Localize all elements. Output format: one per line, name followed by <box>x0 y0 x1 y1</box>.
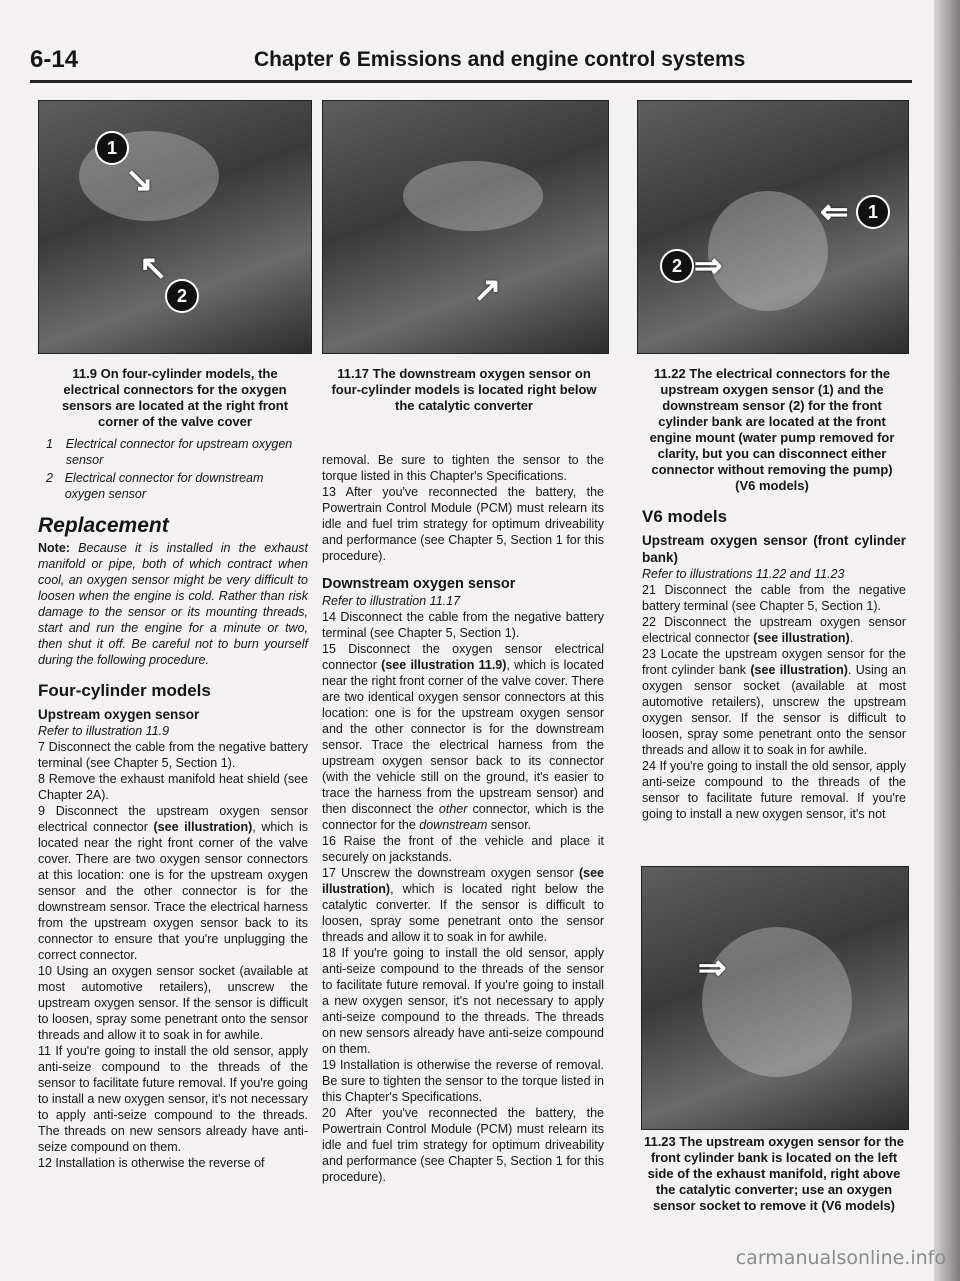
paragraph: 8 Remove the exhaust manifold heat shield (see Chapter 2A). <box>38 772 308 802</box>
paragraph: 14 Disconnect the cable from the negative battery terminal (see Chapter 5, Section 1). <box>322 610 604 640</box>
paragraph: 22 Disconnect the upstream oxygen sensor electrical connector (see illustration). <box>642 615 906 645</box>
paragraph: 18 If you're going to install the old sensor, apply anti-seize compound to the threads of the sensor to facilitate future removal. If you're going to install a new oxygen sensor, it's not necessary to apply anti-seize compound to the threads. The threads on new sensors already have anti-seize compound on them. <box>322 946 604 1056</box>
paragraph: removal. Be sure to tighten the sensor to the torque listed in this Chapter's Specifications. <box>322 453 604 483</box>
column-1 <box>38 514 308 1171</box>
legend-item: 2 Electrical connector for downstream oxygen sensor <box>46 471 264 501</box>
heading-v6: V6 models <box>642 507 728 526</box>
page-spine-shadow <box>934 0 960 1281</box>
photo-11-22 <box>637 100 909 354</box>
paragraph: 9 Disconnect the upstream oxygen sensor electrical connector (see illustration), which is located near the right front corner of the valve cover. There are two oxygen sensor connectors at this location: one is for the upstream oxygen sensor and the other connector is for the downstream sensor. Trace the electrical harness from the upstream oxygen sensor back to its connector to ensure that you're unplugging the correct connector. <box>38 804 309 962</box>
chapter-title: Chapter 6 Emissions and engine control systems <box>254 48 746 71</box>
column-3 <box>642 506 906 822</box>
note-paragraph: Note: Because it is installed in the exhaust manifold or pipe, both of which contract when cool, an oxygen sensor might be very difficult to loosen when the engine is cold. Rather than risk damage to the sensor or its mounting threads, start and run the engine for a minute or two, then shut it off. Be careful not to burn yourself during the following procedure. <box>38 541 308 667</box>
photo-11-23 <box>641 866 909 1130</box>
caption-11-17: 11.17 The downstream oxygen sensor on four-cylinder models is located right below the catalytic converter <box>331 366 597 413</box>
caption-11-22: 11.22 The electrical connectors for the upstream oxygen sensor (1) and the downstream sensor (2) for the front cylinder bank are located at the front engine mount (water pump removed for clarity, but you can disconnect either connector without removing the pump) (V6 models) <box>649 366 895 493</box>
paragraph: 12 Installation is otherwise the reverse of <box>38 1156 265 1170</box>
paragraph: 16 Raise the front of the vehicle and place it securely on jackstands. <box>322 834 604 864</box>
paragraph: 19 Installation is otherwise the reverse of removal. Be sure to tighten the sensor to the torque listed in this Chapter's Specifications. <box>322 1058 604 1104</box>
paragraph: 13 After you've reconnected the battery, the Powertrain Control Module (PCM) must relearn its idle and fuel trim strategy for optimum driveability and performance (see Chapter 5, Section 1 for this procedure). <box>322 485 604 563</box>
arrow-icon: ⇐ <box>820 193 849 231</box>
arrow-icon: ↖ <box>139 249 168 287</box>
paragraph: 17 Unscrew the downstream oxygen sensor (see illustration), which is located right below the catalytic converter. If the sensor is difficult to loosen, spray some penetrant onto the sensor threads and allow it to soak in for awhile. <box>322 866 604 944</box>
illustration-ref: Refer to illustration 11.17 <box>322 594 461 608</box>
callout-2: 2 <box>660 249 694 283</box>
column-2 <box>322 452 604 1185</box>
photo-11-17 <box>322 100 609 354</box>
page-number: 6-14 <box>30 46 79 73</box>
paragraph: 23 Locate the upstream oxygen sensor for the front cylinder bank (see illustration). Using an oxygen sensor socket (available at most automotive retailers), unscrew the upstream oxygen sensor. If the sensor is difficult to loosen, spray some penetrant onto the sensor threads and allow it to soak in for awhile. <box>642 647 907 757</box>
callout-2: 2 <box>165 279 199 313</box>
heading-replacement: Replacement <box>38 514 169 537</box>
caption-11-9: 11.9 On four-cylinder models, the electrical connectors for the oxygen sensors are located at the right front corner of the valve cover <box>61 366 289 429</box>
watermark: carmanualsonline.info <box>735 1247 946 1269</box>
heading-upstream: Upstream oxygen sensor <box>38 707 200 722</box>
paragraph: 10 Using an oxygen sensor socket (available at most automotive retailers), unscrew the upstream oxygen sensor. If the sensor is difficult to loosen, spray some penetrant onto the sensor threads and allow it to soak in for awhile. <box>38 964 308 1042</box>
header-rule <box>30 80 912 83</box>
caption-11-23: 11.23 The upstream oxygen sensor for the front cylinder bank is located on the left side of the exhaust manifold, right above the catalytic converter; use an oxygen sensor socket to remove it (V6 models) <box>643 1134 905 1213</box>
legend-11-9 <box>46 436 306 504</box>
arrow-icon: ⇒ <box>698 949 727 987</box>
paragraph: 24 If you're going to install the old sensor, apply anti-seize compound to the threads of the sensor to facilitate future removal. If you're going to install a new oxygen sensor, it's not <box>642 759 906 821</box>
arrow-icon: ⇒ <box>694 247 723 285</box>
page-header <box>30 46 890 80</box>
callout-1: 1 <box>95 131 129 165</box>
legend-item: 1 Electrical connector for upstream oxygen sensor <box>46 437 293 467</box>
illustration-ref: Refer to illustrations 11.22 and 11.23 <box>642 567 845 581</box>
photo-11-9 <box>38 100 312 354</box>
heading-four-cylinder: Four-cylinder models <box>38 681 211 700</box>
paragraph: 15 Disconnect the oxygen sensor electrical connector (see illustration 11.9), which is located near the right front corner of the valve cover. There are two identical oxygen sensor connectors at this location: one is for the upstream oxygen sensor and the other connector is for the downstream sensor. Trace the electrical harness from the upstream oxygen sensor back to its connector (with the vehicle still on the ground, it's easier to trace the harness from the upstream sensor) and then disconnect the other connector, which is the connector for the downstream sensor. <box>322 642 604 832</box>
illustration-ref: Refer to illustration 11.9 <box>38 724 170 738</box>
arrow-icon: ↗ <box>473 271 502 309</box>
paragraph: 21 Disconnect the cable from the negative battery terminal (see Chapter 5, Section 1). <box>642 583 906 613</box>
heading-downstream: Downstream oxygen sensor <box>322 576 516 592</box>
callout-1: 1 <box>856 195 890 229</box>
paragraph: 11 If you're going to install the old sensor, apply anti-seize compound to the threads of the sensor to facilitate future removal. If you're going to install a new oxygen sensor, it's not necessary to apply anti-seize compound to the threads. The threads on new sensors already have anti-seize compound on them. <box>38 1044 308 1154</box>
arrow-icon: ↘ <box>125 161 154 199</box>
paragraph: 7 Disconnect the cable from the negative battery terminal (see Chapter 5, Section 1). <box>38 740 308 770</box>
heading-upstream-front: Upstream oxygen sensor (front cylinder bank) <box>642 533 906 565</box>
paragraph: 20 After you've reconnected the battery, the Powertrain Control Module (PCM) must relearn its idle and fuel trim strategy for optimum driveability and performance (see Chapter 5, Section 1 for this procedure). <box>322 1106 604 1184</box>
